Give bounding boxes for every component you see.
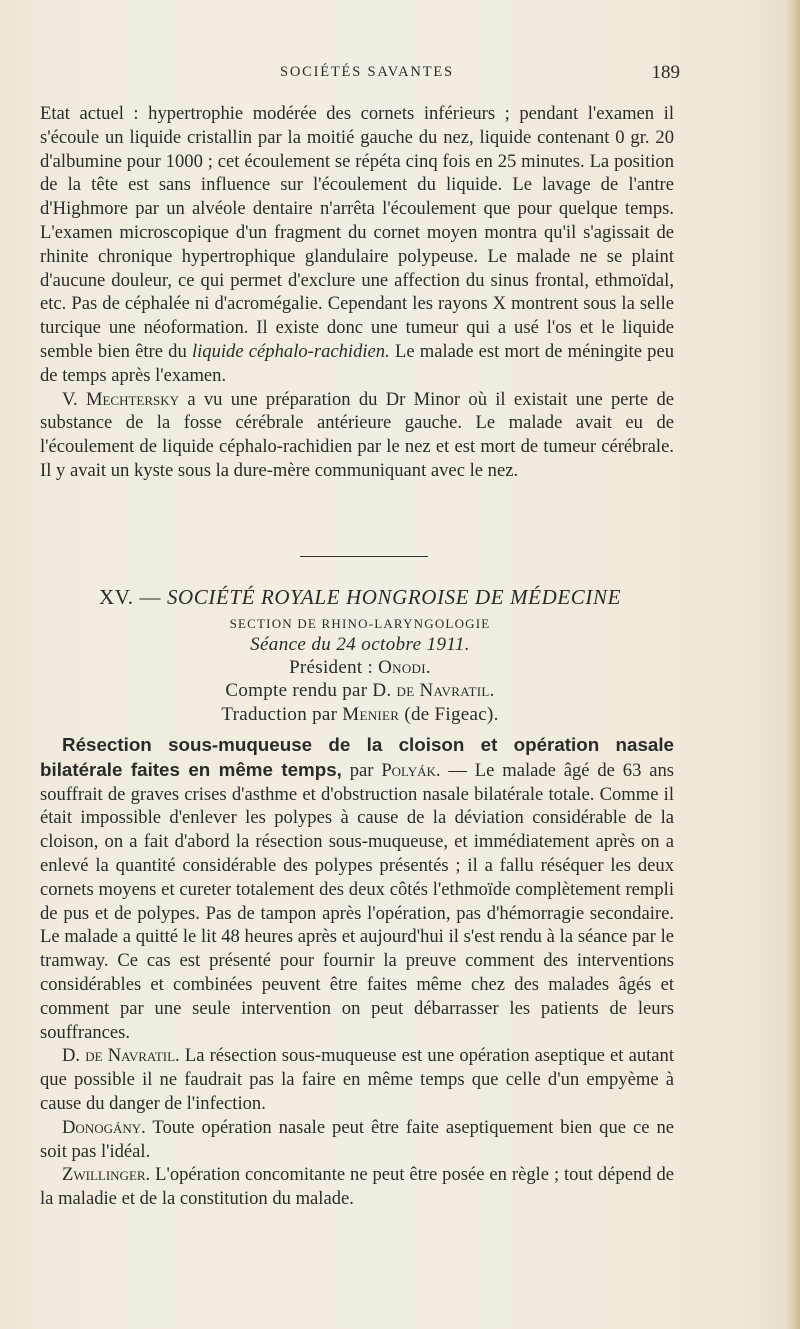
report-line: Compte rendu par D. de Navratil. (225, 680, 495, 701)
president-line: Président : Onodi. (289, 657, 431, 678)
session-date: Séance du 24 octobre 1911. (250, 634, 470, 655)
author-name: Navratil. (102, 1045, 180, 1067)
paragraph-etat-actuel: Etat actuel : hypertrophie modérée des cornets inférieurs ; pendant l'examen il s'écoule un liquide cristallin par la moitié gauche du nez, liquide contenant 0 gr. 20 d'albumine pour 1000 ; cet écoulement se répéta cinq fois en 25 minutes. La position de la tête est sans influence sur l'écoulement du liquide. Le lavage de l'antre d'Highmore par un alvéole dentaire n'arrêta l'écoulement que pour quelque temps. L'examen microscopique d'un fragment du cornet moyen montra qu'il s'agissait de rhinite chronique hypertrophique glandulaire polypeuse. Le malade ne se plaint d'aucune douleur, ce qui permet d'exclure une affection du sinus frontal, ethmoïdal, etc. Pas de céphalée ni d'acromégalie. Cependant les rayons X montrent sous la selle turcique une néoformation. Il existe donc une tumeur qui a usé l'os et le liquide semble bien être du liquide céphalo-rachidien. Le malade est mort de méningite peu de temps après l'examen. (40, 103, 675, 386)
society-name: SOCIÉTÉ ROYALE HONGROISE DE MÉDECINE (166, 585, 622, 609)
article-title: Résection sous-muqueuse de la cloison et opération nasale bilatérale faites en même temps, (40, 734, 674, 780)
author-name: Donogány. (62, 1116, 146, 1138)
paragraph-navratil: D. de Navratil. La résection sous-muqueuse est une opération aseptique et autant que possible il ne faudrait pas la faire en même temps que celle d'un empyème à cause du danger de l'infection. (40, 1045, 675, 1114)
translation-line: Traduction par Menier (de Figeac). (221, 704, 499, 725)
section-subtitle: SECTION DE RHINO-LARYNGOLOGIE (229, 616, 491, 631)
running-title: SOCIÉTÉS SAVANTES (280, 64, 454, 80)
italic-term: liquide céphalo-rachidien. (191, 340, 390, 362)
page-number: 189 (651, 62, 680, 83)
paragraph-polyak: Résection sous-muqueuse de la cloison et opération nasale bilatérale faites en même temps, par Polyák. — Le malade âgé de 63 ans souffrait de graves crises d'asthme et d'obstruction nasale bilatérale totale. Comme il était impossible d'enlever les polypes à cause de la déviation considérable de la cloison, on a fait d'abord la résection sous-muqueuse, et immédiatement après on a enlevé la quantité considérable des polypes présentés ; il a fallu réséquer les deux cornets moyens et cureter totalement des deux côtés l'ethmoïde complètement rempli de pus et de polypes. Pas de tampon après l'opération, pas d'hémorragie secondaire. Le malade a quitté le lit 48 heures après et aujourd'hui il s'est rendu à la séance par le tramway. Ce cas est présenté pour fournir la preuve comment des interventions considérables et combinées peuvent être faites même chez des malades âgés et comment par une seule intervention on peut débarrasser les patients de leurs souffrances. (40, 734, 674, 1043)
author-name: V. Mechtersky (62, 388, 180, 410)
author-name: Polyák. (381, 759, 441, 781)
section2-body (40, 733, 674, 1211)
paragraph-mechtersky: V. Mechtersky a vu une préparation du Dr Minor où il existait une perte de substance de la fosse cérébrale antérieure gauche. Le malade avait eu de l'écoulement de liquide céphalo-rachidien par le nez et est mort de tumeur cérébrale. Il y avait un kyste sous la dure-mère communiquant avec le nez. (40, 388, 674, 481)
paragraph-donogany: Donogány. Toute opération nasale peut être faite aseptiquement bien que ce ne soit pas l'idéal. (40, 1116, 674, 1162)
section-heading: XV. — SOCIÉTÉ ROYALE HONGROISE DE MÉDECINE (98, 585, 622, 609)
paragraph-zwillinger: Zwillinger. L'opération concomitante ne peut être posée en règle ; tout dépend de la maladie et de la constitution du malade. (40, 1164, 674, 1210)
section1-body (40, 102, 674, 483)
running-head (40, 62, 680, 86)
page-edge-shadow (786, 0, 800, 1329)
author-name: Zwillinger. (62, 1164, 151, 1186)
section-divider (300, 556, 428, 557)
